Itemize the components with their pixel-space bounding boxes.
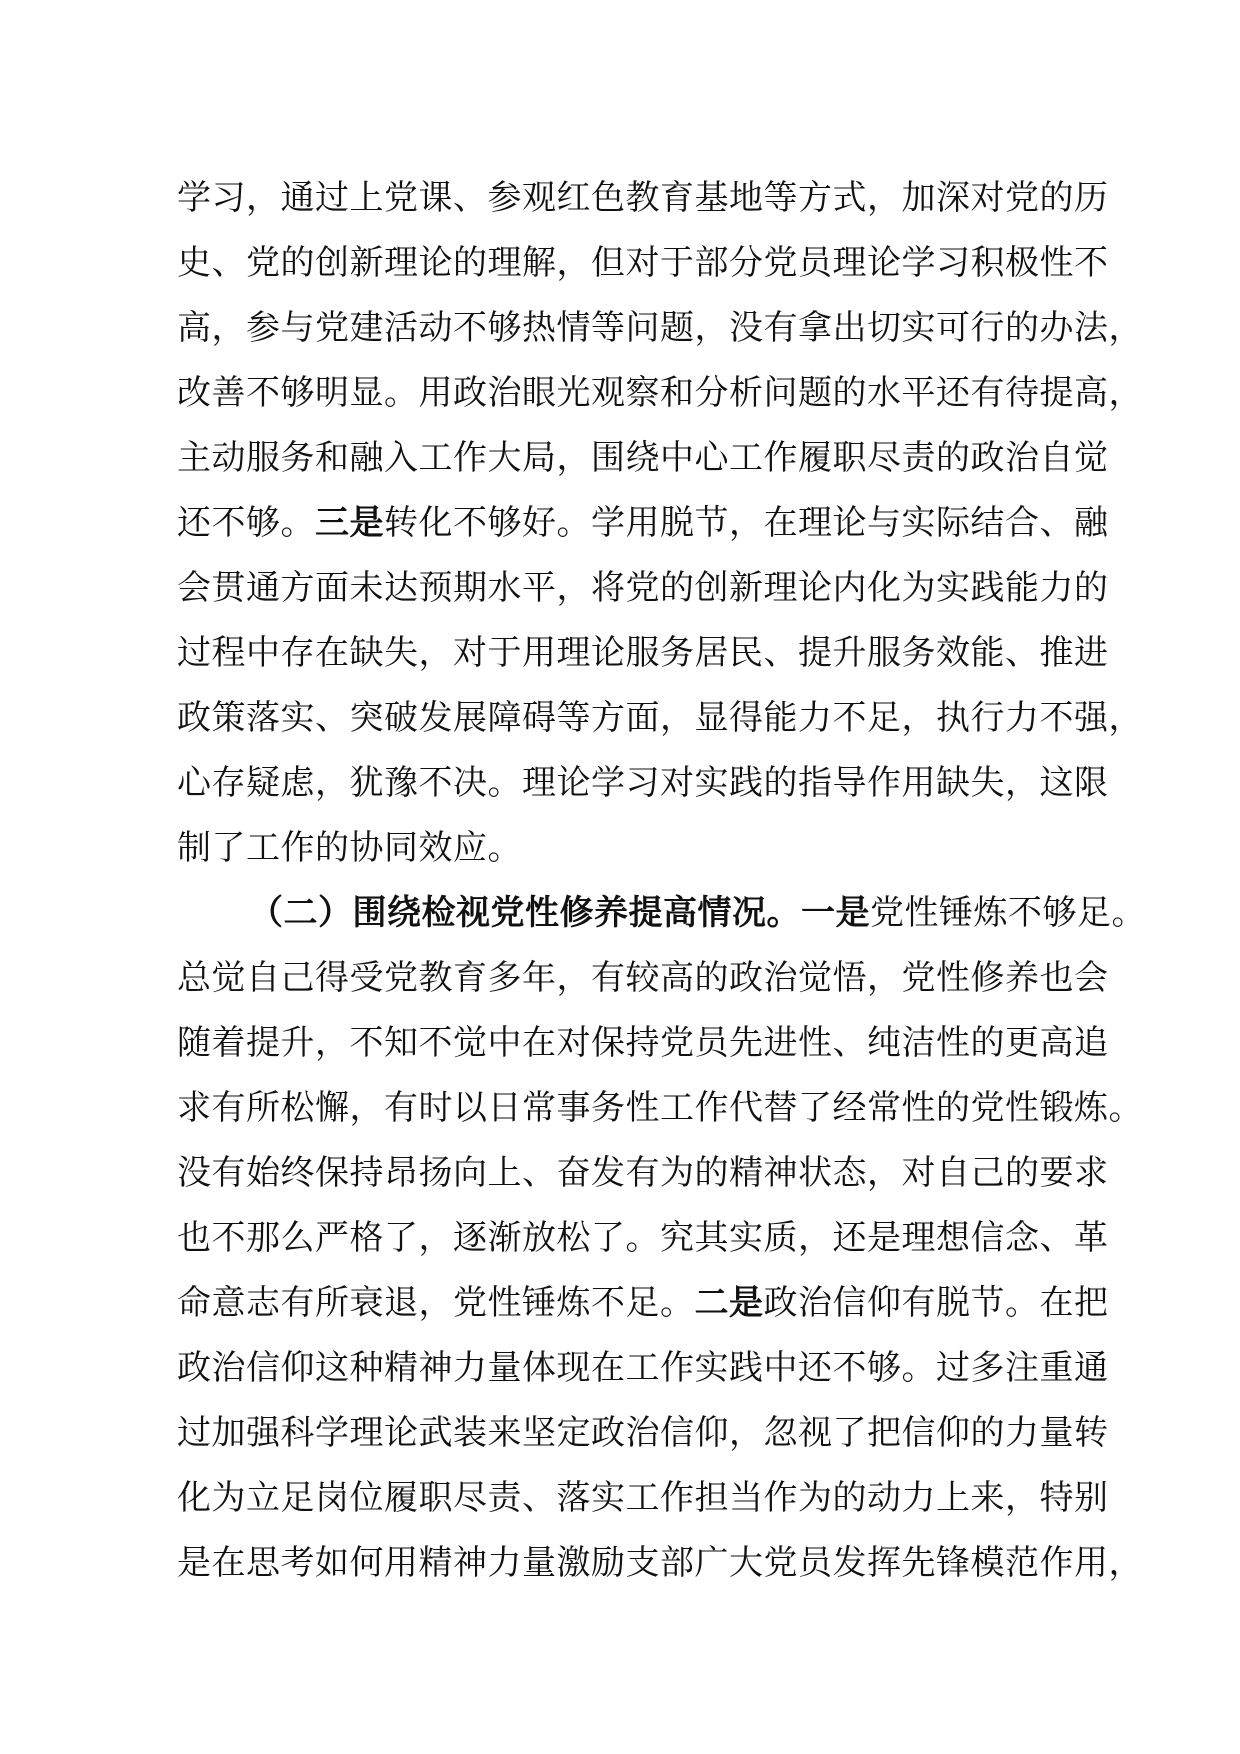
text-line — [177, 1206, 1117, 1271]
text-line — [177, 1271, 1117, 1336]
text-line — [177, 751, 1117, 816]
text-line — [177, 231, 1117, 296]
text-segment: 命意志有所衰退，党性锤炼不足。 — [177, 1283, 695, 1323]
text-line — [177, 816, 1117, 881]
text-segment: 过程中存在缺失，对于用理论服务居民、提升服务效能、推进 — [177, 633, 1109, 673]
text-line — [177, 1141, 1117, 1206]
text-segment: 制了工作的协同效应。 — [177, 828, 522, 868]
text-line — [177, 166, 1117, 231]
text-line — [177, 1466, 1117, 1531]
section-heading-line — [177, 881, 1146, 946]
text-line — [177, 1531, 1143, 1596]
bold-text-segment: 三是 — [315, 503, 384, 543]
text-line — [177, 361, 1143, 426]
text-segment: 过加强科学理论武装来坚定政治信仰，忽视了把信仰的力量转 — [177, 1413, 1109, 1453]
text-segment: 主动服务和融入工作大局，围绕中心工作履职尽责的政治自觉 — [177, 438, 1109, 478]
bold-text-segment: （二）围绕检视党性修养提高情况。 — [249, 893, 801, 933]
text-line — [177, 1076, 1143, 1141]
text-segment: 心存疑虑，犹豫不决。理论学习对实践的指导作用缺失，这限 — [177, 763, 1109, 803]
text-segment: 总觉自己得受党教育多年，有较高的政治觉悟，党性修养也会 — [177, 958, 1109, 998]
text-line — [177, 1011, 1117, 1076]
text-segment: 没有始终保持昂扬向上、奋发有为的精神状态，对自己的要求 — [177, 1153, 1109, 1193]
text-segment: 随着提升，不知不觉中在对保持党员先进性、纯洁性的更高追 — [177, 1023, 1109, 1063]
bold-text-segment: 一是 — [801, 893, 870, 933]
bold-text-segment: 二是 — [694, 1283, 764, 1323]
text-segment: 政治信仰这种精神力量体现在工作实践中还不够。过多注重通 — [177, 1348, 1109, 1388]
text-line — [177, 686, 1143, 751]
text-segment: 也不那么严格了，逐渐放松了。究其实质，还是理想信念、革 — [177, 1218, 1109, 1258]
text-segment: 求有所松懈，有时以日常事务性工作代替了经常性的党性锻炼。 — [177, 1088, 1143, 1128]
text-segment: 学习，通过上党课、参观红色教育基地等方式，加深对党的历 — [177, 178, 1109, 218]
text-segment: 史、党的创新理论的理解，但对于部分党员理论学习积极性不 — [177, 243, 1109, 283]
text-line — [177, 426, 1117, 491]
text-segment: 会贯通方面未达预期水平，将党的创新理论内化为实践能力的 — [177, 568, 1109, 608]
document-body — [177, 166, 1146, 1596]
text-line — [177, 556, 1117, 621]
text-line — [177, 946, 1117, 1011]
text-segment: 改善不够明显。用政治眼光观察和分析问题的水平还有待提高， — [177, 373, 1143, 413]
text-segment: 政治信仰有脱节。在把 — [763, 1283, 1109, 1323]
text-line — [177, 1401, 1117, 1466]
text-line — [177, 1336, 1117, 1401]
text-segment: 政策落实、突破发展障碍等方面，显得能力不足，执行力不强， — [177, 698, 1143, 738]
text-segment: 高，参与党建活动不够热情等问题，没有拿出切实可行的办法， — [177, 308, 1143, 348]
text-segment: 党性锤炼不够足。 — [870, 893, 1146, 933]
text-line — [177, 491, 1117, 556]
text-segment: 是在思考如何用精神力量激励支部广大党员发挥先锋模范作用， — [177, 1543, 1143, 1583]
text-line — [177, 296, 1143, 361]
text-segment: 还不够。 — [177, 503, 315, 543]
text-segment: 化为立足岗位履职尽责、落实工作担当作为的动力上来，特别 — [177, 1478, 1109, 1518]
text-line — [177, 621, 1117, 686]
text-segment: 转化不够好。学用脱节，在理论与实际结合、融 — [384, 503, 1109, 543]
